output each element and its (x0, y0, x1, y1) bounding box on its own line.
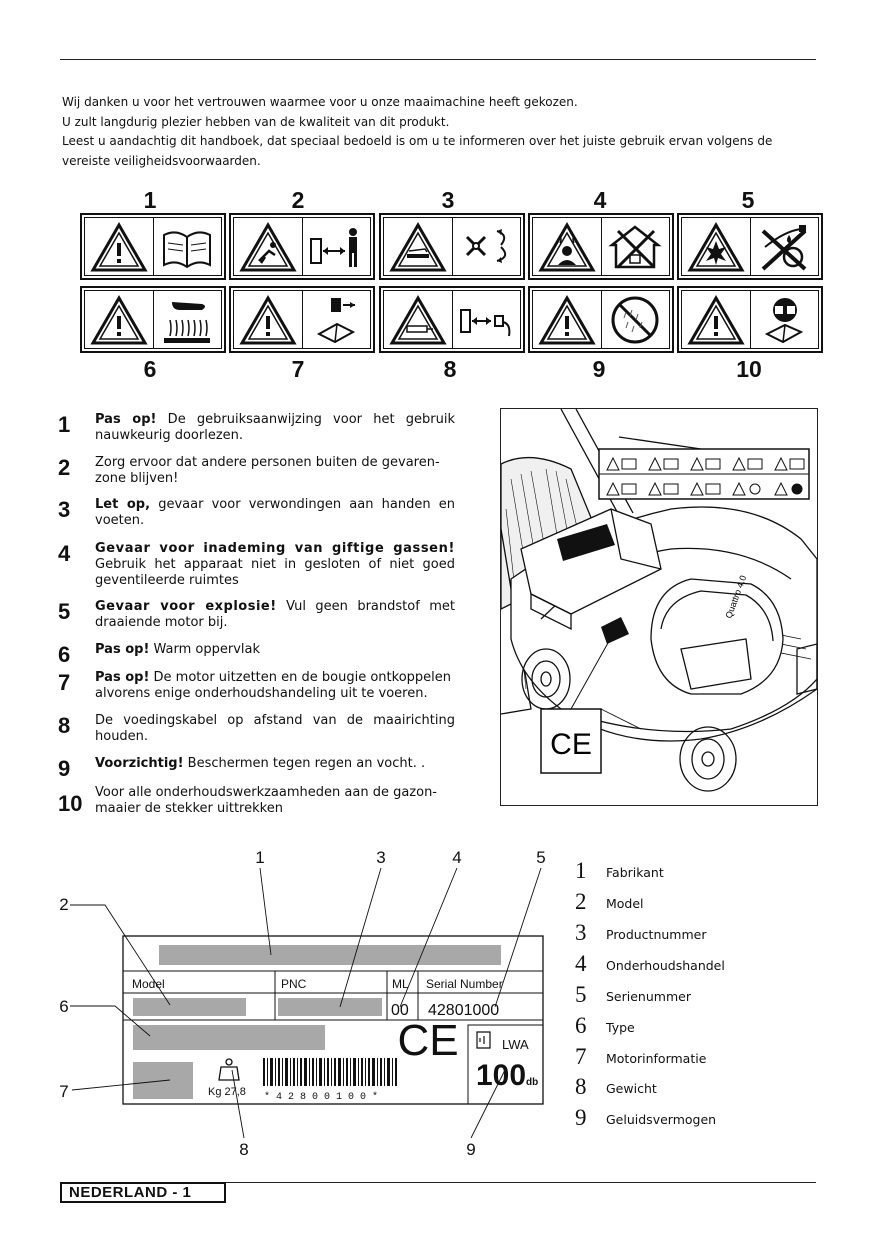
legend-number: 3 (575, 920, 587, 945)
warning-triangle-icon (538, 294, 596, 346)
symbol-number: 8 (443, 356, 457, 382)
plate-col-ml: ML (392, 977, 409, 991)
no-enclosed-space-icon (606, 221, 664, 273)
legend-text: Fabrikant (606, 865, 664, 880)
symbol-number: 1 (143, 187, 157, 213)
unplug-maintenance-icon (755, 294, 813, 346)
warning-triangle-icon (538, 221, 596, 273)
no-rain-icon (606, 294, 664, 346)
symbol-keep-distance (229, 213, 375, 280)
symbol-read-manual (80, 213, 226, 280)
mower-illustration (500, 408, 818, 806)
plate-weight: Kg 27,8 (208, 1086, 246, 1098)
symbol-no-rain (528, 286, 674, 353)
hot-surface-icon (158, 294, 216, 346)
legend-item (575, 858, 775, 888)
legend-text: Type (606, 1020, 635, 1035)
warning-triangle-icon (239, 221, 297, 273)
symbol-row-top (80, 213, 822, 280)
plate-col-serial: Serial Number (426, 977, 503, 991)
plate-serial-value: 42801000 (428, 1002, 500, 1019)
warning-text: Vul geen brandstof met draaiende motor bij. (95, 599, 455, 630)
barcode-text: * 4 2 8 0 0 1 0 0 * (264, 1092, 379, 1103)
plate-col-pnc: PNC (281, 977, 307, 991)
rating-plate-diagram (0, 840, 560, 1170)
symbol-hot-surface (80, 286, 226, 353)
warning-number: 2 (58, 455, 71, 480)
warning-triangle-icon (687, 294, 745, 346)
legend-item (575, 951, 775, 981)
symbol-cable-distance (379, 286, 525, 353)
symbol-disconnect-plug (229, 286, 375, 353)
legend-number: 1 (575, 858, 587, 883)
warning-triangle-icon (389, 221, 447, 273)
symbol-no-refuel-running (677, 213, 823, 280)
intro-line-1: Wij danken u voor het vertrouwen waarmee voor u onze maaimachine heeft gekozen. (62, 95, 578, 109)
symbol-number: 2 (291, 187, 305, 213)
warning-text: Beschermen tegen regen an vocht. . (183, 756, 426, 771)
warning-number: 5 (58, 599, 71, 624)
legend-text: Productnummer (606, 927, 707, 942)
cable-distance-icon (457, 294, 515, 346)
callout-2: 2 (59, 895, 69, 914)
symbol-no-enclosed-space (528, 213, 674, 280)
keep-distance-icon (307, 221, 365, 273)
legend-text: Geluidsvermogen (606, 1112, 717, 1127)
plate-lwa: LWA (502, 1037, 529, 1052)
symbol-number: 6 (143, 356, 157, 382)
warning-number: 10 (58, 791, 83, 816)
warning-text: Voor alle onderhoudswerkzaamheden aan de gazon-maaier de stekker uittrekken (95, 785, 437, 816)
callout-3: 3 (376, 848, 386, 867)
warning-triangle-icon (239, 294, 297, 346)
warning-bold: Gevaar voor explosie! (95, 599, 277, 614)
warning-bold: Pas op! (95, 670, 150, 685)
type-field (133, 1025, 325, 1050)
symbol-number: 10 (736, 356, 762, 382)
legend-number: 6 (575, 1013, 587, 1038)
warning-text: gevaar voor verwondingen aan handen en voeten. (95, 497, 455, 528)
callout-9: 9 (466, 1140, 476, 1159)
plate-sound-unit: db (526, 1077, 539, 1088)
blade-hands-feet-icon (457, 221, 515, 273)
read-manual-icon (158, 221, 216, 273)
legend-item (575, 1074, 775, 1104)
plate-sound-value: 100 (476, 1059, 527, 1092)
warning-triangle-icon (687, 221, 745, 273)
symbol-numbers-bottom (80, 356, 822, 382)
plate-ce-mark: CE (397, 1016, 459, 1065)
warning-bold: Let op, (95, 497, 151, 512)
warning-text: De motor uitzetten en de bougie ontkoppelen alvorens enige onderhoudshandeling uit te voeren. (95, 670, 451, 701)
warning-text: De gebruiksaanwijzing voor het gebruik nauwkeurig doorlezen. (95, 412, 455, 443)
warning-number: 8 (58, 713, 71, 738)
callout-1: 1 (255, 848, 265, 867)
warning-number: 6 (58, 642, 71, 667)
plate-col-model: Model (132, 977, 165, 991)
legend-item (575, 982, 775, 1012)
legend-text: Model (606, 896, 644, 911)
page-footer: NEDERLAND - 1 (60, 1182, 226, 1203)
engine-brand-label: Quattro 4.0 (723, 573, 749, 620)
warning-number: 3 (58, 497, 71, 522)
legend-number: 7 (575, 1044, 587, 1069)
legend-number: 4 (575, 951, 587, 976)
legend-item (575, 889, 775, 919)
legend-item (575, 1105, 775, 1135)
symbol-unplug-maintenance (677, 286, 823, 353)
warning-text: De voedingskabel op afstand van de maairichting houden. (95, 713, 455, 744)
legend-item (575, 1013, 775, 1043)
legend-number: 9 (575, 1105, 587, 1130)
symbol-number: 9 (592, 356, 606, 382)
callout-4: 4 (452, 848, 462, 867)
symbol-number: 5 (741, 187, 755, 213)
warning-text: Zorg ervoor dat andere personen buiten de gevaren-zone blijven! (95, 455, 440, 486)
warning-text: Warm oppervlak (149, 642, 261, 657)
legend-item (575, 1044, 775, 1074)
warning-number: 7 (58, 670, 71, 695)
legend-number: 2 (575, 889, 587, 914)
legend-number: 5 (575, 982, 587, 1007)
warning-bold: Voorzichtig! (95, 756, 184, 771)
top-rule (60, 59, 816, 60)
intro-line-2: U zult langdurig plezier hebben van de kwaliteit van dit produkt. (62, 114, 450, 129)
legend-text: Motorinformatie (606, 1051, 707, 1066)
legend-text: Gewicht (606, 1081, 657, 1096)
callout-8: 8 (239, 1140, 249, 1159)
warning-number: 4 (58, 541, 71, 566)
warning-number: 9 (58, 756, 71, 781)
symbol-numbers-top (80, 187, 822, 213)
warning-number: 1 (58, 412, 71, 437)
legend-item (575, 920, 775, 950)
mower-ce-mark: CE (550, 728, 592, 761)
callout-6: 6 (59, 997, 69, 1016)
warning-bold: Pas op! (95, 412, 157, 427)
legend-text: Onderhoudshandel (606, 958, 725, 973)
pnc-field (278, 998, 382, 1016)
lawnmower-drawing (501, 409, 817, 805)
model-field (133, 998, 246, 1016)
warning-bold: Gevaar voor inademing van giftige gassen! (95, 541, 455, 556)
symbol-blade-hands-feet (379, 213, 525, 280)
symbol-number: 3 (441, 187, 455, 213)
symbol-row-bottom (80, 286, 822, 353)
manufacturer-field (159, 945, 501, 965)
symbol-number: 4 (593, 187, 607, 213)
plate-ml-value: 00 (391, 1002, 409, 1019)
disconnect-plug-icon (307, 294, 365, 346)
callout-5: 5 (536, 848, 546, 867)
warning-triangle-icon (90, 221, 148, 273)
symbol-number: 7 (291, 356, 305, 382)
no-refuel-running-icon (755, 221, 813, 273)
legend-number: 8 (575, 1074, 587, 1099)
intro-line-3: Leest u aandachtig dit handboek, dat speciaal bedoeld is om u te informeren over het juiste gebruik ervan volgens de vereiste veiligheidsvoorwaarden. (62, 134, 773, 168)
warning-bold: Pas op! (95, 642, 150, 657)
warning-triangle-icon (389, 294, 447, 346)
legend-text: Serienummer (606, 989, 691, 1004)
callout-7: 7 (59, 1082, 69, 1101)
warning-triangle-icon (90, 294, 148, 346)
warning-text: Gebruik het apparaat niet in gesloten of niet goed geventileerde ruimtes (95, 557, 455, 588)
intro-text (62, 93, 812, 171)
